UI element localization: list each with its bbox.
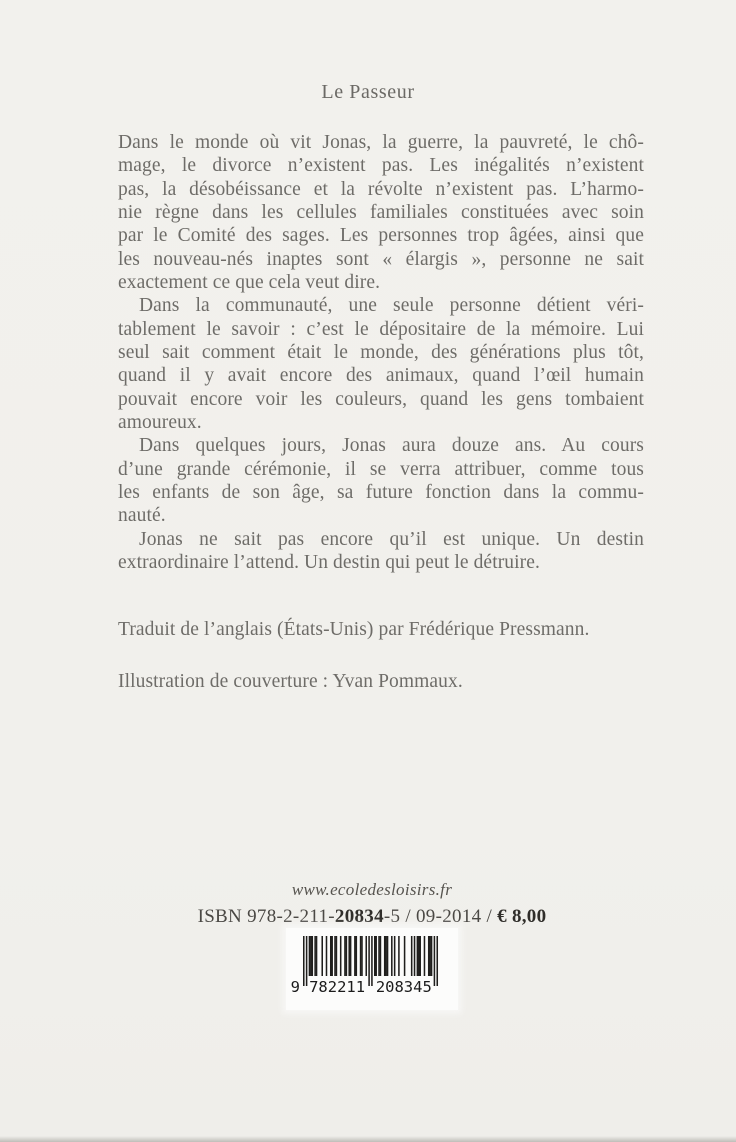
synopsis-paragraph — [118, 131, 644, 294]
synopsis-line: Jonas ne sait pas encore qu’il est unique. Un destin — [139, 528, 644, 550]
svg-text:782211: 782211 — [309, 978, 366, 996]
synopsis-paragraph — [118, 294, 644, 434]
synopsis-line: nauté. — [118, 505, 166, 527]
synopsis-line: tablement le savoir : c’est le dépositaire de la mémoire. Lui — [118, 318, 644, 340]
illustration-credit: Illustration de couverture : Yvan Pommaux. — [118, 671, 463, 692]
synopsis-line: amoureux. — [118, 411, 202, 433]
synopsis — [118, 131, 644, 574]
isbn-suffix: -5 / 09-2014 / — [383, 906, 498, 927]
synopsis-paragraph — [118, 528, 644, 575]
synopsis-line: mage, le divorce n’existent pas. Les inégalités n’existent — [118, 155, 644, 177]
synopsis-line: par le Comité des sages. Les personnes trop âgées, ainsi que — [118, 225, 644, 247]
synopsis-line: pouvait encore voir les couleurs, quand les gens tombaient — [118, 388, 644, 410]
synopsis-line: quand il y avait encore des animaux, quand l’œil humain — [118, 365, 644, 387]
publisher-website: www.ecoledesloisirs.fr — [291, 880, 453, 899]
synopsis-line: Dans quelques jours, Jonas aura douze ans. Au cours — [139, 435, 644, 457]
synopsis-line: les nouveau-nés inaptes sont « élargis », personne ne sait — [118, 248, 644, 270]
synopsis-line: d’une grande cérémonie, il se verra attribuer, comme tous — [118, 458, 644, 480]
synopsis-line: exactement ce que cela veut dire. — [118, 271, 381, 293]
translation-credit: Traduit de l’anglais (États-Unis) par Frédérique Pressmann. — [118, 619, 590, 640]
synopsis-paragraph — [118, 434, 644, 527]
book-title: Le Passeur — [321, 81, 415, 103]
synopsis-line: Dans le monde où vit Jonas, la guerre, la pauvreté, le chô- — [118, 132, 644, 153]
synopsis-line: les enfants de son âge, sa future fonction dans la commu- — [118, 481, 644, 503]
isbn-prefix: ISBN 978-2-211- — [197, 906, 335, 927]
synopsis-line: nie règne dans les cellules familiales constituées avec soin — [118, 201, 644, 223]
isbn-price-bold: € 8,00 — [497, 906, 547, 927]
synopsis-line: pas, la désobéissance et la révolte n’existent pas. L’harmo- — [118, 178, 644, 200]
synopsis-line: extraordinaire l’attend. Un destin qui peut le détruire. — [118, 551, 540, 573]
synopsis-line: Dans la communauté, une seule personne détient véri- — [139, 295, 644, 317]
ean13-barcode — [286, 928, 458, 1010]
svg-text:9: 9 — [290, 978, 300, 996]
svg-text:208345: 208345 — [375, 978, 432, 996]
isbn-line — [0, 906, 736, 928]
synopsis-line: seul sait comment était le monde, des générations plus tôt, — [118, 341, 644, 363]
isbn-number-bold: 20834 — [334, 906, 384, 927]
